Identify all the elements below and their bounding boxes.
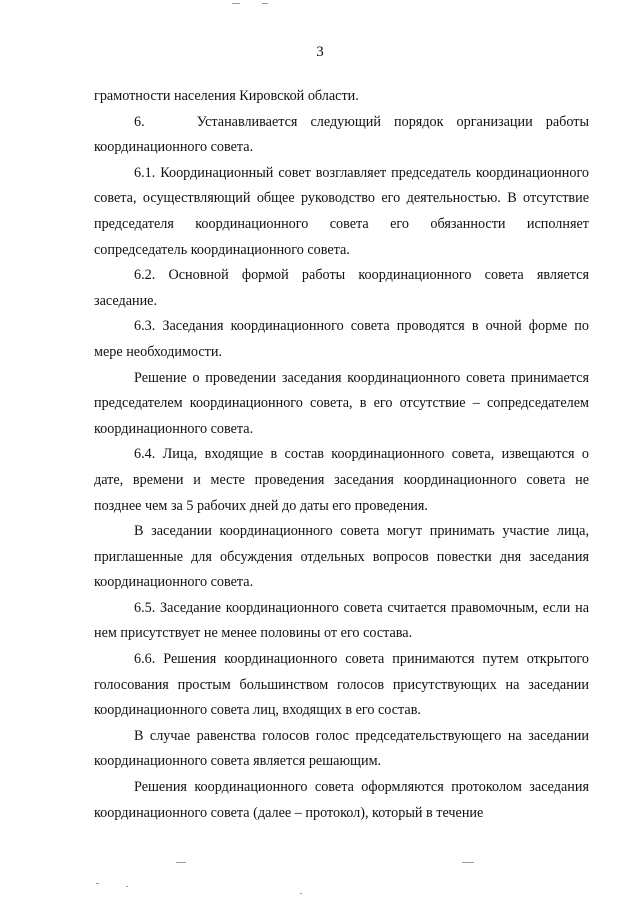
scan-speck (126, 886, 128, 887)
paragraph-3: 6.1. Координационный совет возглавляет председатель координационного совета, осуществляющий общее руководство его деятельностью. В отсутствие председателя координационного совета его обязанности исполняет сопредседатель координационного совета. (94, 164, 589, 258)
scan-speck (232, 3, 240, 4)
paragraph-9: 6.5. Заседание координационного совета считается правомочным, если на нем присутствует не менее половины от его состава. (94, 599, 589, 642)
scan-speck (462, 862, 474, 863)
paragraph-12: Решения координационного совета оформляются протоколом заседания координационного совета (далее – протокол), который в течение (94, 779, 589, 821)
page-number: 3 (316, 44, 324, 60)
paragraph-4: 6.2. Основной формой работы координационного совета является заседание. (94, 267, 589, 309)
scan-speck (262, 3, 268, 4)
paragraph-1: грамотности населения Кировской области. (94, 88, 359, 104)
paragraph-5: 6.3. Заседания координационного совета проводятся в очной форме по мере необходимости. (94, 318, 589, 360)
paragraph-2: 6. Устанавливается следующий порядок организации работы координационного совета. (94, 113, 589, 156)
document-body (94, 84, 589, 826)
scan-speck (300, 893, 302, 894)
paragraph-11: В случае равенства голосов голос председательствующего на заседании координационного совета является решающим. (94, 727, 589, 770)
scan-speck (96, 883, 99, 884)
paragraph-10: 6.6. Решения координационного совета принимаются путем открытого голосования простым большинством голосов присутствующих на заседании координационного совета лиц, входящих в его состав. (94, 651, 589, 719)
scan-speck (176, 862, 186, 863)
paragraph-7: 6.4. Лица, входящие в состав координационного совета, извещаются о дате, времени и месте проведения заседания координационного совета не позднее чем за 5 рабочих дней до даты его проведения. (94, 446, 589, 514)
paragraph-8: В заседании координационного совета могут принимать участие лица, приглашенные для обсуждения отдельных вопросов повестки дня заседания координационного совета. (94, 523, 589, 591)
paragraph-6: Решение о проведении заседания координационного совета принимается председателем координационного совета, в его отсутствие – сопредседателем координационного совета. (94, 369, 589, 437)
